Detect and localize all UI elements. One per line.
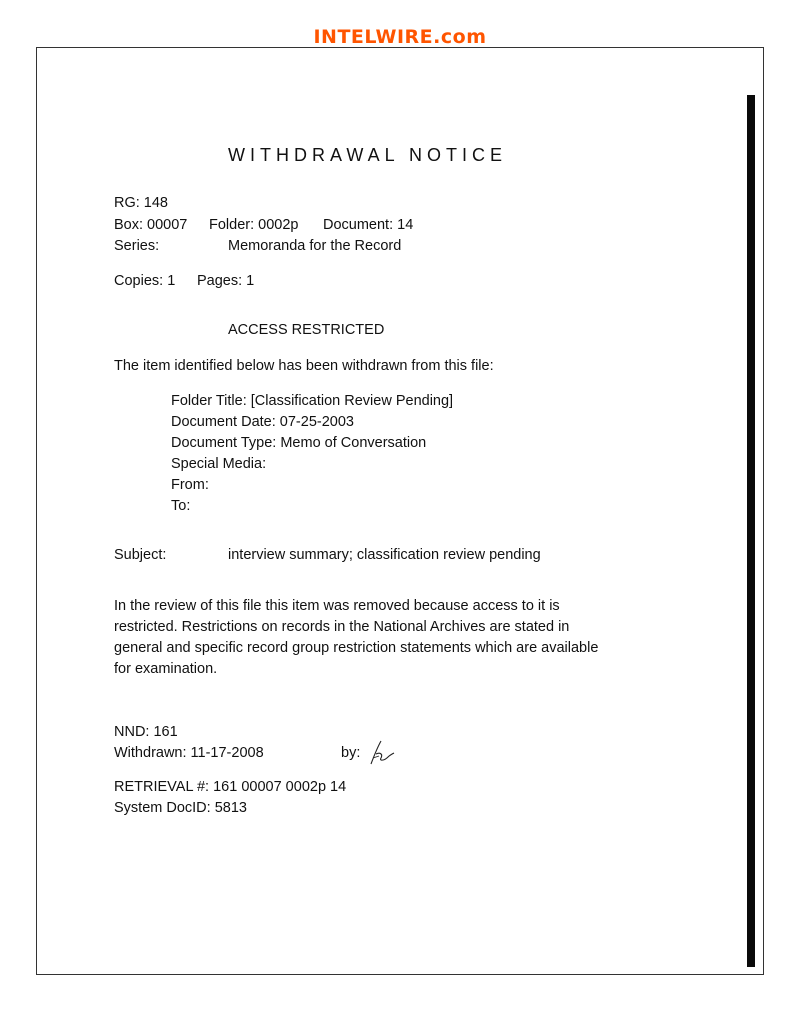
copies-count: Copies: 1 [114, 273, 176, 289]
withdrawal-intro: The item identified below has been withdrawn from this file: [114, 358, 494, 374]
series-value: Memoranda for the Record [228, 238, 402, 254]
handwritten-initials-signature [366, 738, 396, 766]
document-frame [36, 47, 764, 975]
notice-title: WITHDRAWAL NOTICE [228, 145, 507, 165]
paragraph-line: restricted. Restrictions on records in the National Archives are stated in [114, 619, 570, 635]
series-label: Series: [114, 238, 160, 254]
retrieval-number: RETRIEVAL #: 161 00007 0002p 14 [114, 779, 347, 795]
folder-title: Folder Title: [Classification Review Pending] [171, 393, 454, 409]
special-media: Special Media: [171, 456, 267, 472]
paragraph-line: In the review of this file this item was removed because access to it is [114, 598, 560, 614]
withdrawn-date: Withdrawn: 11-17-2008 [114, 745, 264, 761]
system-docid: System DocID: 5813 [114, 800, 247, 816]
folder-number: Folder: 0002p [209, 217, 299, 233]
access-status: ACCESS RESTRICTED [228, 322, 385, 338]
to-field: To: [171, 498, 191, 514]
paragraph-line: general and specific record group restriction statements which are available [114, 640, 599, 656]
subject-label: Subject: [114, 547, 167, 563]
subject-value: interview summary; classification review pending [228, 547, 541, 563]
nnd-number: NND: 161 [114, 724, 178, 740]
document-type: Document Type: Memo of Conversation [171, 435, 427, 451]
record-group: RG: 148 [114, 195, 168, 211]
from-field: From: [171, 477, 209, 493]
box-number: Box: 00007 [114, 217, 188, 233]
scan-edge-bar [747, 95, 755, 967]
pages-count: Pages: 1 [197, 273, 255, 289]
paragraph-line: for examination. [114, 661, 218, 677]
by-label: by: [341, 745, 361, 761]
restriction-paragraph [114, 596, 634, 680]
site-banner: INTELWIRE.com [313, 26, 487, 48]
document-date: Document Date: 07-25-2003 [171, 414, 354, 430]
document-number: Document: 14 [323, 217, 414, 233]
